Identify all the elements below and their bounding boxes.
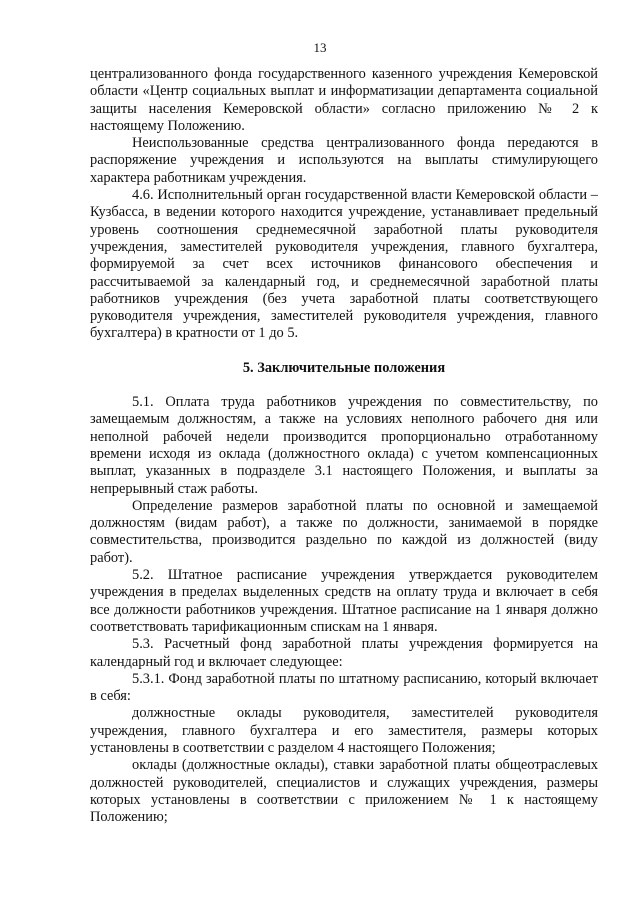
paragraph-fund-continuation: централизованного фонда государственного казенного учреждения Кемеровской области «Центр социальных выплат и информатизации департамента социальной защиты населения Кемеровской области» согласно приложению № 2 к настоящему Положению.: [90, 66, 598, 134]
spacer: [90, 377, 598, 394]
paragraph-5-1: 5.1. Оплата труда работников учреждения по совместительству, по замещаемым должностям, а также на условиях неполного рабочего дня или неполной рабочей недели производится пропорционально отработанному времени исходя из оклада (должностного оклада) с учетом компенсационных выплат, указанных в подразделе 3.1 настоящего Положения, и выплаты за непрерывный стаж работы.: [90, 394, 598, 497]
paragraph-salary-rates: оклады (должностные оклады), ставки заработной платы общеотраслевых должностей руководителей, специалистов и служащих учреждения, размеры которых установлены в соответствии с приложением № 1 к настоящему Положению;: [90, 757, 598, 826]
paragraph-official-salaries: должностные оклады руководителя, заместителей руководителя учреждения, главного бухгалтера и его заместителя, размеры которых установлены в соответствии с разделом 4 настоящего Положения;: [90, 705, 598, 756]
paragraph-5-2: 5.2. Штатное расписание учреждения утверждается руководителем учреждения в пределах выделенных средств на оплату труда и включает в себя все должности работников учреждения. Штатное расписание на 1 января должно соответствовать тарификационным спискам на 1 января.: [90, 567, 598, 635]
paragraph-5-3-1: 5.3.1. Фонд заработной платы по штатному расписанию, который включает в себя:: [90, 670, 598, 705]
section-heading: 5. Заключительные положения: [242, 359, 446, 376]
paragraph-5-3: 5.3. Расчетный фонд заработной платы учреждения формируется на календарный год и включает следующее:: [90, 636, 598, 670]
paragraph-salary-determination: Определение размеров заработной платы по основной и замещаемой должностям (видам работ), а также по должности, занимаемой в порядке совместительства, производится раздельно по каждой из должностей (виду работ).: [90, 497, 598, 566]
page-body: [90, 66, 598, 826]
page-number: 13: [313, 40, 327, 55]
paragraph-4-6: 4.6. Исполнительный орган государственной власти Кемеровской области – Кузбасса, в ведении которого находится учреждение, устанавливает предельный уровень соотношения среднемесячной заработной платы руководителя учреждения, заместителей руководителя учреждения, главного бухгалтера, формируемой за счет всех источников финансового обеспечения и рассчитываемой за календарный год, и среднемесячной заработной платы работников учреждения (без учета заработной платы соответствующего руководителя учреждения, заместителей руководителя учреждения, главного бухгалтера) в кратности от 1 до 5.: [90, 187, 598, 342]
paragraph-unused-funds: Неиспользованные средства централизованного фонда передаются в распоряжение учреждения и используются на выплаты стимулирующего характера работникам учреждения.: [90, 135, 598, 186]
spacer: [90, 343, 598, 360]
